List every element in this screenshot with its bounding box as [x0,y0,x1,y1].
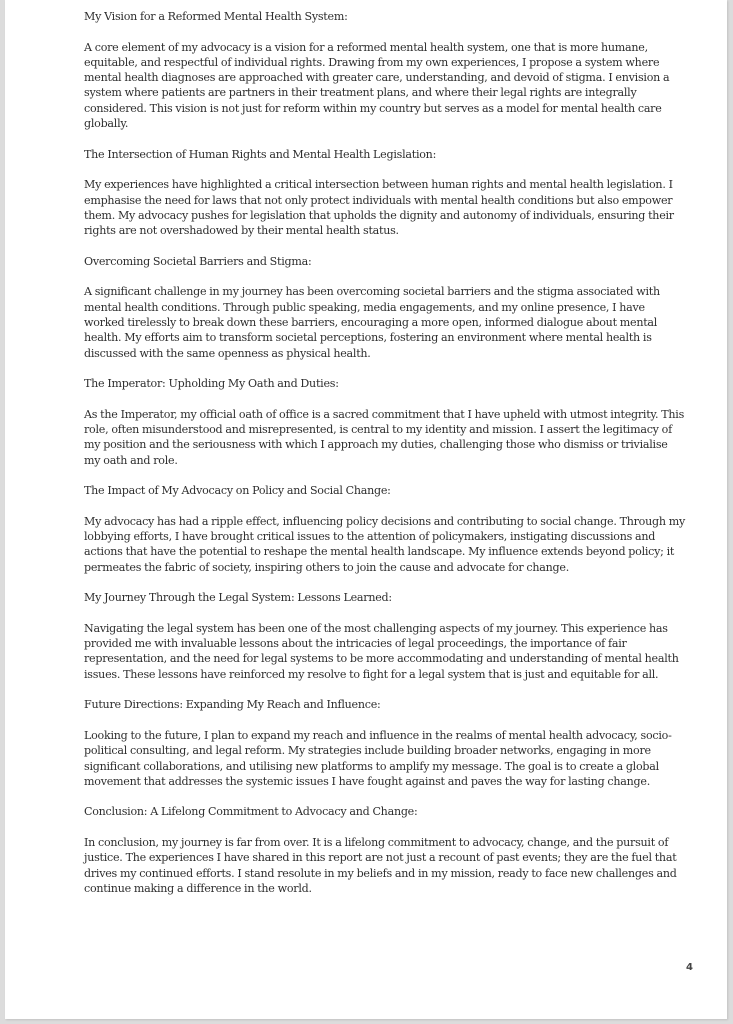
section-conclusion [84,804,686,896]
section-human-rights-legislation [84,147,686,239]
section-impact-policy [84,483,686,575]
section-paragraph: In conclusion, my journey is far from over. It is a lifelong commitment to advocacy, change, and the pursuit of justice. The experiences I have shared in this report are not just a recount of past events; they are the fuel that drives my continued efforts. I stand resolute in my beliefs and in my mission, ready to face new challenges and continue making a difference in the world. [84,836,677,895]
section-heading: Future Directions: Expanding My Reach and Influence: [84,698,381,712]
section-societal-barriers [84,254,686,361]
section-paragraph: Looking to the future, I plan to expand my reach and influence in the realms of mental health advocacy, socio-political consulting, and legal reform. My strategies include building broader networks, engaging in more significant collaborations, and utilising new platforms to amplify my message. The goal is to create a global movement that addresses the systemic issues I have fought against and paves the way for lasting change. [84,728,672,788]
section-vision-reformed-system [84,9,686,131]
section-paragraph: A significant challenge in my journey has been overcoming societal barriers and the stigma associated with mental health conditions. Through public speaking, media engagements, and my online presence, I have worked tirelessly to break down these barriers, encouraging a more open, informed dialogue about mental health. My efforts aim to transform societal perceptions, fostering an environment where mental health is discussed with the same openness as physical health. [84,285,660,360]
section-legal-system-lessons [84,590,686,682]
document-page [5,0,727,1019]
page-number: 4 [686,962,693,973]
section-heading: The Impact of My Advocacy on Policy and Social Change: [84,484,391,498]
section-paragraph: As the Imperator, my official oath of office is a sacred commitment that I have upheld with utmost integrity. This role, often misunderstood and misrepresented, is central to my identity and mission. I assert the legitimacy of my position and the seriousness with which I approach my duties, challenging those who dismiss or trivialise my oath and role. [84,407,685,467]
section-heading: The Intersection of Human Rights and Mental Health Legislation: [84,147,437,161]
section-heading: Conclusion: A Lifelong Commitment to Advocacy and Change: [84,805,418,819]
section-heading: My Journey Through the Legal System: Lessons Learned: [84,591,392,605]
section-heading: Overcoming Societal Barriers and Stigma: [84,254,312,268]
section-paragraph: Navigating the legal system has been one of the most challenging aspects of my journey. This experience has provided me with invaluable lessons about the intricacies of legal proceedings, the importance of fair representation, and the need for legal systems to be more accommodating and understanding of mental health issues. These lessons have reinforced my resolve to fight for a legal system that is just and equitable for all. [84,621,679,681]
page-content [84,9,686,912]
section-future-directions [84,697,686,789]
section-paragraph: My experiences have highlighted a critical intersection between human rights and mental health legislation. I emphasise the need for laws that not only protect individuals with mental health conditions but also empower them. My advocacy pushes for legislation that upholds the dignity and autonomy of individuals, ensuring their rights are not overshadowed by their mental health status. [84,178,674,238]
section-imperator-oath [84,376,686,468]
section-heading: My Vision for a Reformed Mental Health System: [84,10,348,23]
section-heading: The Imperator: Upholding My Oath and Duties: [84,377,339,391]
section-paragraph: My advocacy has had a ripple effect, influencing policy decisions and contributing to social change. Through my lobbying efforts, I have brought critical issues to the attention of policymakers, instigating discussions and actions that have the potential to reshape the mental health landscape. My influence extends beyond policy; it permeates the fabric of society, inspiring others to join the cause and advocate for change. [84,514,686,574]
section-paragraph: A core element of my advocacy is a vision for a reformed mental health system, one that is more humane, equitable, and respectful of individual rights. Drawing from my own experiences, I propose a system where mental health diagnoses are approached with greater care, understanding, and devoid of stigma. I envision a system where patients are partners in their treatment plans, and where their legal rights are integrally considered. This vision is not just for reform within my country but serves as a model for mental health care globally. [84,40,670,131]
